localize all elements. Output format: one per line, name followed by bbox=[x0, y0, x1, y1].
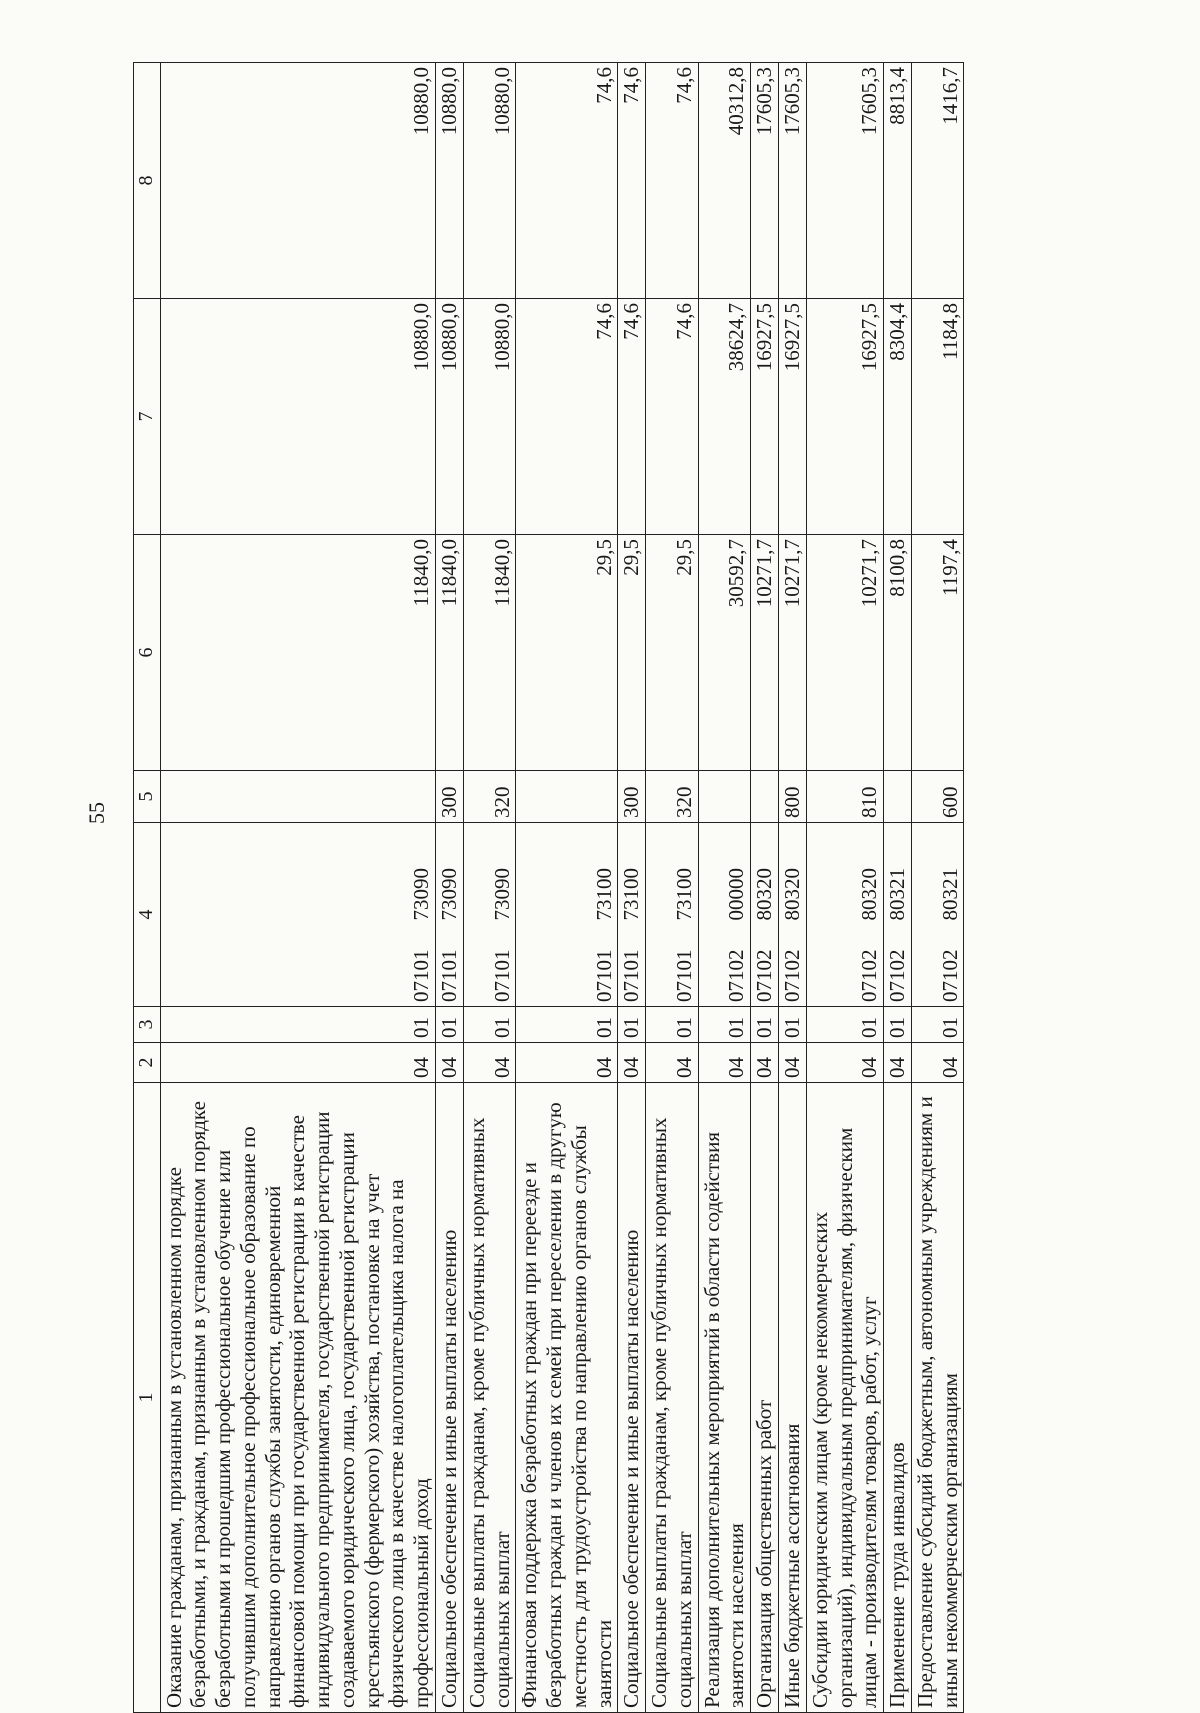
row-subsection: 01 bbox=[698, 1007, 751, 1043]
budget-table bbox=[133, 62, 964, 1713]
row-expense-type: 300 bbox=[618, 771, 646, 823]
row-name: Предоставление субсидий бюджетным, автономным учреждениям и иным некоммерческим организациям bbox=[911, 1083, 964, 1713]
target-article-direction: 80320 bbox=[752, 868, 777, 921]
target-article-program: 07101 bbox=[671, 949, 696, 1002]
row-expense-type: 320 bbox=[463, 771, 516, 823]
row-section: 04 bbox=[751, 1043, 779, 1083]
row-amount-col7: 74,6 bbox=[618, 299, 646, 535]
target-article-program: 07101 bbox=[409, 949, 434, 1002]
header-col-8: 8 bbox=[134, 63, 161, 299]
table-row bbox=[646, 63, 699, 1713]
row-target-article bbox=[806, 823, 883, 1007]
target-article-direction: 73090 bbox=[437, 868, 462, 921]
row-section: 04 bbox=[646, 1043, 699, 1083]
target-article-program: 07101 bbox=[591, 949, 616, 1002]
row-expense-type: 300 bbox=[436, 771, 464, 823]
row-expense-type: 810 bbox=[806, 771, 883, 823]
row-amount-col6: 30592,7 bbox=[698, 535, 751, 771]
row-expense-type: 800 bbox=[778, 771, 806, 823]
row-name: Применение труда инвалидов bbox=[884, 1083, 912, 1713]
header-col-1: 1 bbox=[134, 1083, 161, 1713]
row-amount-col6: 11840,0 bbox=[160, 535, 435, 771]
header-row bbox=[134, 63, 161, 1713]
table-row bbox=[160, 63, 435, 1713]
row-name: Социальное обеспечение и иные выплаты населению bbox=[618, 1083, 646, 1713]
row-amount-col6: 11840,0 bbox=[463, 535, 516, 771]
row-name: Субсидии юридическим лицам (кроме некоммерческих организаций), индивидуальным предпринимателям, физическим лицам - производителям товаров, работ, услуг bbox=[806, 1083, 883, 1713]
row-section: 04 bbox=[516, 1043, 618, 1083]
table-row bbox=[618, 63, 646, 1713]
row-amount-col7: 8304,4 bbox=[884, 299, 912, 535]
row-subsection: 01 bbox=[160, 1007, 435, 1043]
table-row bbox=[698, 63, 751, 1713]
row-amount-col8: 8813,4 bbox=[884, 63, 912, 299]
table-body bbox=[160, 63, 964, 1713]
row-amount-col6: 10271,7 bbox=[806, 535, 883, 771]
table-row bbox=[778, 63, 806, 1713]
row-amount-col6: 29,5 bbox=[646, 535, 699, 771]
header-col-2: 2 bbox=[134, 1043, 161, 1083]
row-section: 04 bbox=[806, 1043, 883, 1083]
budget-table-container bbox=[133, 63, 962, 1713]
row-amount-col6: 29,5 bbox=[618, 535, 646, 771]
target-article-direction: 80320 bbox=[779, 868, 804, 921]
target-article-direction: 73100 bbox=[671, 868, 696, 921]
row-name: Социальные выплаты гражданам, кроме публичных нормативных социальных выплат bbox=[646, 1083, 699, 1713]
table-row bbox=[751, 63, 779, 1713]
row-section: 04 bbox=[778, 1043, 806, 1083]
target-article-direction: 00000 bbox=[724, 868, 749, 921]
row-amount-col8: 10880,0 bbox=[463, 63, 516, 299]
row-subsection: 01 bbox=[751, 1007, 779, 1043]
row-amount-col6: 10271,7 bbox=[778, 535, 806, 771]
target-article-direction: 73100 bbox=[619, 868, 644, 921]
row-amount-col7: 10880,0 bbox=[160, 299, 435, 535]
target-article-direction: 73090 bbox=[409, 868, 434, 921]
row-name: Социальное обеспечение и иные выплаты населению bbox=[436, 1083, 464, 1713]
row-section: 04 bbox=[436, 1043, 464, 1083]
target-article-program: 07102 bbox=[779, 949, 804, 1002]
row-name: Иные бюджетные ассигнования bbox=[778, 1083, 806, 1713]
row-subsection: 01 bbox=[911, 1007, 964, 1043]
row-expense-type bbox=[516, 771, 618, 823]
row-target-article bbox=[698, 823, 751, 1007]
target-article-program: 07101 bbox=[489, 949, 514, 1002]
row-amount-col7: 10880,0 bbox=[436, 299, 464, 535]
row-expense-type: 600 bbox=[911, 771, 964, 823]
target-article-direction: 80321 bbox=[885, 868, 910, 921]
row-amount-col8: 17605,3 bbox=[751, 63, 779, 299]
table-row bbox=[516, 63, 618, 1713]
row-subsection: 01 bbox=[646, 1007, 699, 1043]
row-expense-type bbox=[884, 771, 912, 823]
row-subsection: 01 bbox=[618, 1007, 646, 1043]
row-amount-col8: 74,6 bbox=[618, 63, 646, 299]
target-article-program: 07101 bbox=[619, 949, 644, 1002]
row-name: Реализация дополнительных мероприятий в области содействия занятости населения bbox=[698, 1083, 751, 1713]
page-number: 55 bbox=[84, 802, 109, 824]
row-section: 04 bbox=[884, 1043, 912, 1083]
row-target-article bbox=[463, 823, 516, 1007]
row-amount-col6: 29,5 bbox=[516, 535, 618, 771]
target-article-direction: 80321 bbox=[937, 868, 962, 921]
header-col-7: 7 bbox=[134, 299, 161, 535]
row-section: 04 bbox=[911, 1043, 964, 1083]
row-expense-type: 320 bbox=[646, 771, 699, 823]
header-col-5: 5 bbox=[134, 771, 161, 823]
row-amount-col7: 38624,7 bbox=[698, 299, 751, 535]
row-amount-col8: 10880,0 bbox=[436, 63, 464, 299]
row-expense-type bbox=[751, 771, 779, 823]
target-article-direction: 73100 bbox=[591, 868, 616, 921]
row-subsection: 01 bbox=[806, 1007, 883, 1043]
target-article-program: 07102 bbox=[885, 949, 910, 1002]
row-name: Финансовая поддержка безработных граждан при переезде и безработных граждан и членов их семей при переселении в другую местность для трудоустройства по направлению органов службы занятости bbox=[516, 1083, 618, 1713]
header-col-4: 4 bbox=[134, 823, 161, 1007]
row-amount-col7: 74,6 bbox=[646, 299, 699, 535]
target-article-program: 07102 bbox=[857, 949, 882, 1002]
target-article-program: 07101 bbox=[437, 949, 462, 1002]
header-col-3: 3 bbox=[134, 1007, 161, 1043]
row-amount-col7: 1184,8 bbox=[911, 299, 964, 535]
row-expense-type bbox=[160, 771, 435, 823]
row-section: 04 bbox=[698, 1043, 751, 1083]
row-amount-col7: 10880,0 bbox=[463, 299, 516, 535]
header-col-6: 6 bbox=[134, 535, 161, 771]
row-amount-col6: 8100,8 bbox=[884, 535, 912, 771]
row-target-article bbox=[884, 823, 912, 1007]
table-row bbox=[806, 63, 883, 1713]
row-subsection: 01 bbox=[436, 1007, 464, 1043]
row-name: Социальные выплаты гражданам, кроме публичных нормативных социальных выплат bbox=[463, 1083, 516, 1713]
row-amount-col7: 74,6 bbox=[516, 299, 618, 535]
row-section: 04 bbox=[160, 1043, 435, 1083]
row-amount-col8: 10880,0 bbox=[160, 63, 435, 299]
row-amount-col6: 11840,0 bbox=[436, 535, 464, 771]
target-article-program: 07102 bbox=[724, 949, 749, 1002]
target-article-direction: 73090 bbox=[489, 868, 514, 921]
row-target-article bbox=[751, 823, 779, 1007]
row-subsection: 01 bbox=[463, 1007, 516, 1043]
target-article-program: 07102 bbox=[752, 949, 777, 1002]
table-row bbox=[436, 63, 464, 1713]
row-amount-col8: 17605,3 bbox=[806, 63, 883, 299]
row-amount-col8: 40312,8 bbox=[698, 63, 751, 299]
row-section: 04 bbox=[463, 1043, 516, 1083]
row-subsection: 01 bbox=[884, 1007, 912, 1043]
row-subsection: 01 bbox=[778, 1007, 806, 1043]
row-amount-col7: 16927,5 bbox=[806, 299, 883, 535]
row-target-article bbox=[646, 823, 699, 1007]
row-section: 04 bbox=[618, 1043, 646, 1083]
row-name: Организация общественных работ bbox=[751, 1083, 779, 1713]
row-amount-col8: 74,6 bbox=[646, 63, 699, 299]
row-target-article bbox=[516, 823, 618, 1007]
row-target-article bbox=[618, 823, 646, 1007]
row-target-article bbox=[911, 823, 964, 1007]
row-target-article bbox=[436, 823, 464, 1007]
row-amount-col8: 17605,3 bbox=[778, 63, 806, 299]
table-row bbox=[911, 63, 964, 1713]
row-target-article bbox=[778, 823, 806, 1007]
table-row bbox=[884, 63, 912, 1713]
row-expense-type bbox=[698, 771, 751, 823]
target-article-direction: 80320 bbox=[857, 868, 882, 921]
row-amount-col8: 74,6 bbox=[516, 63, 618, 299]
row-amount-col6: 10271,7 bbox=[751, 535, 779, 771]
row-subsection: 01 bbox=[516, 1007, 618, 1043]
row-amount-col7: 16927,5 bbox=[778, 299, 806, 535]
row-target-article bbox=[160, 823, 435, 1007]
row-amount-col7: 16927,5 bbox=[751, 299, 779, 535]
row-name: Оказание гражданам, признанным в установленном порядке безработными, и гражданам, признанным в установленном порядке безработными и прошедшим профессиональное обучение или получившим дополнительное профессиональное образование по направлению органов службы занятости, единовременной финансовой помощи при государственной регистрации в качестве индивидуального предпринимателя, государственной регистрации создаваемого юридического лица, государственной регистрации крестьянского (фермерского) хозяйства, постановке на учет физического лица в качестве налогоплательщика налога на профессиональный доход bbox=[160, 1083, 435, 1713]
row-amount-col8: 1416,7 bbox=[911, 63, 964, 299]
target-article-program: 07102 bbox=[937, 949, 962, 1002]
row-amount-col6: 1197,4 bbox=[911, 535, 964, 771]
table-row bbox=[463, 63, 516, 1713]
